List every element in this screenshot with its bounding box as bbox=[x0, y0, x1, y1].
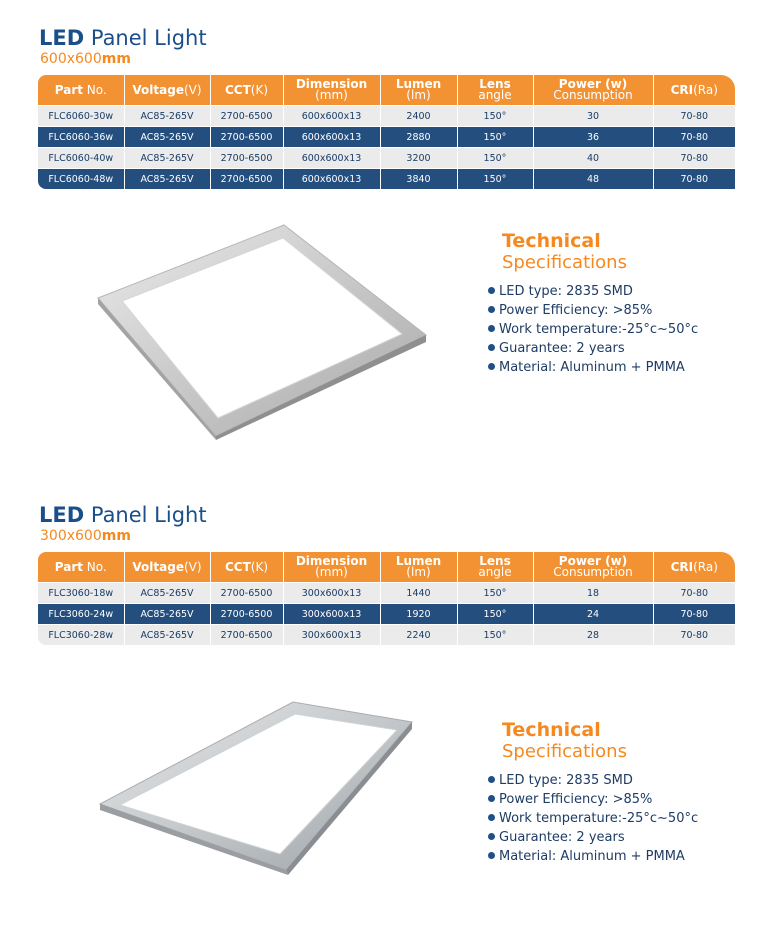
table-cell: 300x600x13 bbox=[283, 625, 380, 646]
column-header bbox=[380, 552, 457, 583]
spec-text: Material: Aluminum + PMMA bbox=[499, 849, 685, 864]
table-cell: 2700-6500 bbox=[210, 604, 283, 625]
spec-item bbox=[488, 320, 698, 339]
table-cell: 2700-6500 bbox=[210, 148, 283, 169]
tech-title: Technical bbox=[502, 230, 601, 252]
column-header bbox=[653, 75, 735, 106]
table-cell: AC85-265V bbox=[124, 127, 210, 148]
spec-text: Material: Aluminum + PMMA bbox=[499, 360, 685, 375]
table-cell: 3840 bbox=[380, 169, 457, 190]
table-cell: 150° bbox=[457, 169, 533, 190]
size-unit: mm bbox=[101, 51, 131, 67]
table-cell: 70-80 bbox=[653, 127, 735, 148]
column-header bbox=[653, 552, 735, 583]
table-cell: 600x600x13 bbox=[283, 127, 380, 148]
table-cell: 18 bbox=[533, 583, 653, 604]
table-cell: 70-80 bbox=[653, 106, 735, 127]
header-bold: Lumen bbox=[395, 554, 442, 568]
spec-text: LED type: 2835 SMD bbox=[499, 773, 633, 788]
spec-item bbox=[488, 771, 698, 790]
table-cell: 150° bbox=[457, 127, 533, 148]
size-value: 600x600 bbox=[40, 51, 102, 67]
bullet-icon bbox=[488, 344, 495, 351]
table-cell: 600x600x13 bbox=[283, 169, 380, 190]
table-row bbox=[38, 583, 735, 604]
column-header bbox=[533, 75, 653, 106]
tech-title: Technical bbox=[502, 719, 601, 741]
header-unit: (K) bbox=[250, 82, 269, 97]
column-header bbox=[533, 552, 653, 583]
table-row bbox=[38, 148, 735, 169]
column-header bbox=[38, 552, 124, 583]
size-value: 300x600 bbox=[40, 528, 102, 544]
table-header-row bbox=[38, 75, 735, 106]
title-bold: LED bbox=[39, 503, 85, 527]
title-bold: LED bbox=[39, 26, 85, 50]
bullet-icon bbox=[488, 814, 495, 821]
spec-text: Work temperature:-25°c~50°c bbox=[499, 811, 699, 826]
spec-text: Guarantee: 2 years bbox=[499, 830, 625, 845]
size-subtitle bbox=[40, 529, 131, 543]
table-cell: 2700-6500 bbox=[210, 127, 283, 148]
header-bold: Voltage bbox=[132, 82, 184, 97]
header-unit: (Ra) bbox=[693, 82, 718, 97]
title-rest: Panel Light bbox=[84, 26, 207, 50]
spec-text: Guarantee: 2 years bbox=[499, 341, 625, 356]
table-cell: 600x600x13 bbox=[283, 148, 380, 169]
column-header bbox=[283, 75, 380, 106]
table-cell: FLC3060-28w bbox=[38, 625, 124, 646]
size-subtitle bbox=[40, 52, 131, 66]
tech-subtitle: Specifications bbox=[502, 741, 627, 762]
spec-table bbox=[38, 552, 735, 645]
column-header bbox=[210, 75, 283, 106]
table-cell: 1440 bbox=[380, 583, 457, 604]
column-header bbox=[283, 552, 380, 583]
table-cell: FLC6060-30w bbox=[38, 106, 124, 127]
header-unit: (Ra) bbox=[693, 559, 718, 574]
spec-text: Power Efficiency: >85% bbox=[499, 792, 653, 807]
table-row bbox=[38, 169, 735, 190]
header-bold: Lumen bbox=[395, 77, 442, 91]
table-cell: FLC6060-40w bbox=[38, 148, 124, 169]
header-bold: CCT bbox=[224, 559, 251, 574]
technical-specs bbox=[488, 720, 698, 866]
table-row bbox=[38, 106, 735, 127]
header-sub: (lm) bbox=[406, 565, 431, 579]
header-unit: (V) bbox=[183, 82, 202, 97]
table-row bbox=[38, 625, 735, 646]
table-cell: FLC6060-48w bbox=[38, 169, 124, 190]
bullet-icon bbox=[488, 325, 495, 332]
table-cell: 70-80 bbox=[653, 625, 735, 646]
table-cell: 600x600x13 bbox=[283, 106, 380, 127]
table-cell: AC85-265V bbox=[124, 625, 210, 646]
column-header bbox=[124, 552, 210, 583]
table-cell: 150° bbox=[457, 625, 533, 646]
table-cell: 36 bbox=[533, 127, 653, 148]
table-cell: FLC3060-24w bbox=[38, 604, 124, 625]
header-unit: No. bbox=[82, 559, 107, 574]
table-cell: 3200 bbox=[380, 148, 457, 169]
technical-specs bbox=[488, 231, 698, 377]
header-bold: CRI bbox=[670, 559, 694, 574]
table-cell: 2700-6500 bbox=[210, 625, 283, 646]
header-bold: Dimension bbox=[295, 554, 368, 568]
section-title bbox=[39, 28, 207, 49]
table-cell: 2400 bbox=[380, 106, 457, 127]
table-cell: 70-80 bbox=[653, 169, 735, 190]
table-cell: 150° bbox=[457, 583, 533, 604]
spec-item bbox=[488, 339, 698, 358]
section-title bbox=[39, 505, 207, 526]
table-cell: FLC6060-36w bbox=[38, 127, 124, 148]
bullet-icon bbox=[488, 852, 495, 859]
header-sub: Consumption bbox=[553, 565, 633, 579]
table-row bbox=[38, 604, 735, 625]
header-sub: Consumption bbox=[553, 88, 633, 102]
bullet-icon bbox=[488, 833, 495, 840]
table-cell: FLC3060-18w bbox=[38, 583, 124, 604]
table-cell: 2700-6500 bbox=[210, 106, 283, 127]
header-bold: Dimension bbox=[295, 77, 368, 91]
bullet-icon bbox=[488, 306, 495, 313]
header-bold: CRI bbox=[670, 82, 694, 97]
bullet-icon bbox=[488, 795, 495, 802]
table-cell: 30 bbox=[533, 106, 653, 127]
table-cell: 300x600x13 bbox=[283, 604, 380, 625]
table-cell: 150° bbox=[457, 604, 533, 625]
spec-list bbox=[488, 282, 698, 377]
spec-item bbox=[488, 301, 698, 320]
title-rest: Panel Light bbox=[84, 503, 207, 527]
table-row bbox=[38, 127, 735, 148]
header-sub: angle bbox=[478, 565, 512, 579]
table-cell: 2700-6500 bbox=[210, 169, 283, 190]
spec-text: Power Efficiency: >85% bbox=[499, 303, 653, 318]
table-header-row bbox=[38, 552, 735, 583]
table-cell: 150° bbox=[457, 106, 533, 127]
bullet-icon bbox=[488, 776, 495, 783]
table-cell: 2240 bbox=[380, 625, 457, 646]
table-cell: AC85-265V bbox=[124, 106, 210, 127]
header-bold: Lens bbox=[479, 554, 511, 568]
table-cell: 300x600x13 bbox=[283, 583, 380, 604]
table-cell: AC85-265V bbox=[124, 148, 210, 169]
table-cell: AC85-265V bbox=[124, 583, 210, 604]
size-unit: mm bbox=[101, 528, 131, 544]
header-sub: (lm) bbox=[406, 88, 431, 102]
spec-table bbox=[38, 75, 735, 189]
column-header bbox=[210, 552, 283, 583]
rectangular-panel-image bbox=[94, 700, 416, 875]
header-bold: Power (w) bbox=[558, 77, 628, 91]
header-bold: Power (w) bbox=[558, 554, 628, 568]
table-cell: 24 bbox=[533, 604, 653, 625]
table-cell: 70-80 bbox=[653, 604, 735, 625]
bullet-icon bbox=[488, 287, 495, 294]
table-cell: 70-80 bbox=[653, 148, 735, 169]
header-sub: angle bbox=[478, 88, 512, 102]
header-bold: Part bbox=[54, 82, 83, 97]
header-sub: (mm) bbox=[315, 565, 348, 579]
table-cell: 1920 bbox=[380, 604, 457, 625]
header-bold: Part bbox=[54, 559, 83, 574]
spec-item bbox=[488, 790, 698, 809]
bullet-icon bbox=[488, 363, 495, 370]
spec-list bbox=[488, 771, 698, 866]
column-header bbox=[457, 552, 533, 583]
header-bold: Lens bbox=[479, 77, 511, 91]
table-cell: 150° bbox=[457, 148, 533, 169]
spec-text: Work temperature:-25°c~50°c bbox=[499, 322, 699, 337]
header-unit: (K) bbox=[250, 559, 269, 574]
table-cell: 2700-6500 bbox=[210, 583, 283, 604]
table-cell: 48 bbox=[533, 169, 653, 190]
column-header bbox=[457, 75, 533, 106]
spec-item bbox=[488, 809, 698, 828]
table-cell: AC85-265V bbox=[124, 604, 210, 625]
table-cell: AC85-265V bbox=[124, 169, 210, 190]
table-cell: 2880 bbox=[380, 127, 457, 148]
table-cell: 70-80 bbox=[653, 583, 735, 604]
column-header bbox=[380, 75, 457, 106]
header-unit: No. bbox=[82, 82, 107, 97]
header-unit: (V) bbox=[183, 559, 202, 574]
spec-item bbox=[488, 828, 698, 847]
column-header bbox=[124, 75, 210, 106]
header-sub: (mm) bbox=[315, 88, 348, 102]
table-cell: 28 bbox=[533, 625, 653, 646]
spec-item bbox=[488, 358, 698, 377]
spec-item bbox=[488, 282, 698, 301]
column-header bbox=[38, 75, 124, 106]
spec-text: LED type: 2835 SMD bbox=[499, 284, 633, 299]
square-panel-image bbox=[92, 222, 432, 440]
header-bold: CCT bbox=[224, 82, 251, 97]
header-bold: Voltage bbox=[132, 559, 184, 574]
table-cell: 40 bbox=[533, 148, 653, 169]
tech-subtitle: Specifications bbox=[502, 252, 627, 273]
spec-item bbox=[488, 847, 698, 866]
